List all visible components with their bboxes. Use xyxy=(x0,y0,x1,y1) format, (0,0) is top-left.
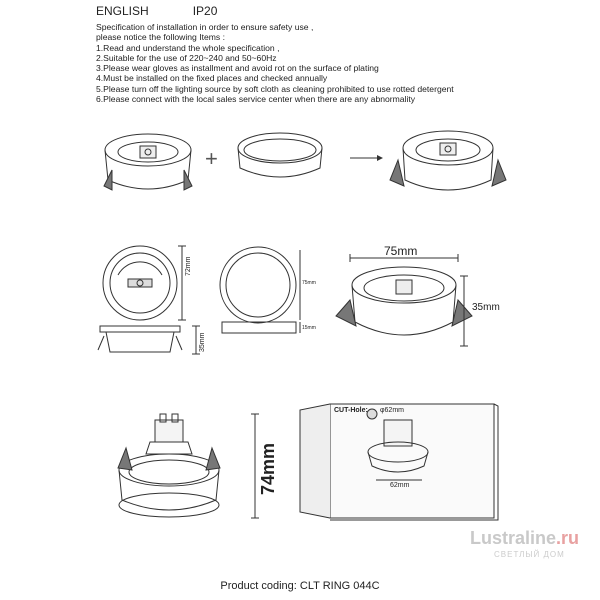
instruction-item: 2.Suitable for the use of 220~240 and 50~60Hz xyxy=(96,52,277,63)
fixture-body-drawing xyxy=(104,134,192,190)
ring-side-view xyxy=(222,322,300,333)
cut-hole-width: 62mm xyxy=(390,482,410,489)
ring-diameter-label: 75mm xyxy=(302,280,316,286)
logo-tagline: СВЕТЛЫЙ ДОМ xyxy=(494,550,565,559)
language-label: ENGLISH xyxy=(96,4,149,18)
cut-hole-diameter: φ62mm xyxy=(380,407,404,414)
total-height-label: 74mm xyxy=(258,442,278,495)
logo-tld: .ru xyxy=(556,528,580,548)
fixture-side-view xyxy=(98,326,200,354)
plus-sign: + xyxy=(205,146,218,171)
brand-logo xyxy=(470,528,579,549)
ring-height-label: 15mm xyxy=(302,325,316,331)
instruction-item: 5.Please turn off the lighting source by soft cloth as cleaning prohibited to use rotted detergent xyxy=(96,83,454,94)
fixture-top-view xyxy=(103,246,186,320)
ceiling-cutout-drawing xyxy=(300,404,498,520)
width-dimension: 75mm xyxy=(384,244,418,258)
height-dimension: 35mm xyxy=(472,302,500,313)
ring-top-view xyxy=(220,247,300,323)
logo-name: Lustraline xyxy=(470,528,557,548)
instruction-item: 3.Please wear gloves as installment and avoid rot on the surface of plating xyxy=(96,63,379,74)
fixture-height-label: 35mm xyxy=(199,332,206,352)
trim-ring-drawing xyxy=(238,133,322,177)
instruction-item: 6.Please connect with the local sales service center when there are any abnormality xyxy=(96,94,416,105)
intro-line: Specification of installation in order to ensure safety use , xyxy=(96,22,314,32)
fixture-dimension-view xyxy=(336,254,472,346)
ip-rating: IP20 xyxy=(192,4,218,18)
instruction-item: 1.Read and understand the whole specification , xyxy=(96,42,280,53)
fixture-with-lamp-drawing xyxy=(118,414,259,518)
product-coding: Product coding: CLT RING 044C xyxy=(220,580,380,592)
instruction-item: 4.Must be installed on the fixed places and checked annually xyxy=(96,73,328,84)
intro-line: please notice the following Items : xyxy=(96,32,225,43)
fixture-diameter-label: 72mm xyxy=(185,256,192,276)
cut-hole-label: CUT-Hole: xyxy=(334,407,368,414)
assembled-fixture-drawing xyxy=(390,131,506,190)
